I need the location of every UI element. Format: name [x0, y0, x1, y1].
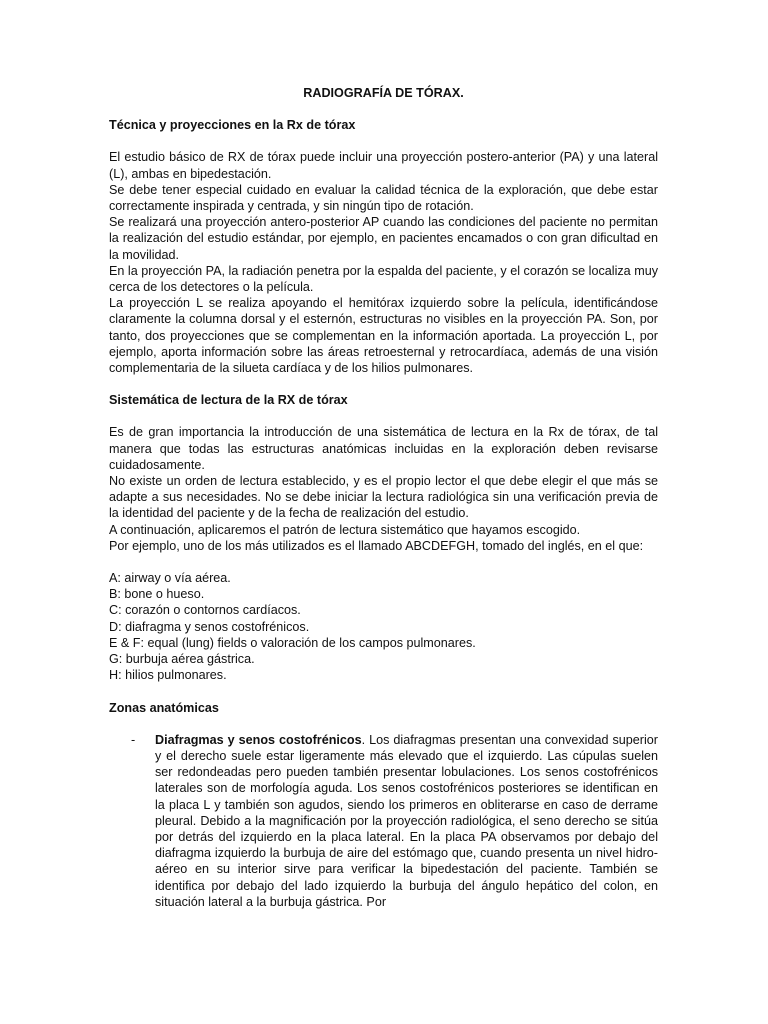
- document-title: RADIOGRAFÍA DE TÓRAX.: [303, 86, 464, 100]
- document-body: [109, 85, 658, 910]
- list-item: B: bone o hueso.: [109, 587, 205, 602]
- paragraph: El estudio básico de RX de tórax puede incluir una proyección postero-anterior (PA) y una lateral (L), ambas en bipedestación.: [109, 150, 658, 181]
- section-heading-tecnica: Técnica y proyecciones en la Rx de tórax: [109, 118, 356, 133]
- paragraph: Se debe tener especial cuidado en evaluar la calidad técnica de la exploración, que debe estar correctamente inspirada y centrada, y sin ningún tipo de rotación.: [109, 182, 658, 214]
- list-item: A: airway o vía aérea.: [109, 571, 231, 586]
- bullet-item-diafragmas: [131, 732, 658, 910]
- bullet-text: [155, 732, 658, 910]
- list-item: G: burbuja aérea gástrica.: [109, 652, 255, 667]
- abcdefgh-list: [109, 570, 658, 683]
- section-heading-zonas: Zonas anatómicas: [109, 700, 219, 715]
- paragraph: La proyección L se realiza apoyando el hemitórax izquierdo sobre la película, identificándose claramente la columna dorsal y el esternón, estructuras no visibles en la proyección PA. Son, por tanto, dos proyecciones que se complementan en la información aportada. La proyección L, por ejemplo, aporta información sobre las áreas retroesternal y retrocardíaca, además de una visión complementaria de la silueta cardíaca y de los hilios pulmonares.: [109, 296, 658, 376]
- list-item: C: corazón o contornos cardíacos.: [109, 603, 301, 618]
- paragraph: Por ejemplo, uno de los más utilizados es el llamado ABCDEFGH, tomado del inglés, en el que:: [109, 538, 644, 553]
- paragraph: Se realizará una proyección antero-posterior AP cuando las condiciones del paciente no permitan la realización del estudio estándar, por ejemplo, en pacientes encamados o con gran dificultad en la movilidad.: [109, 215, 658, 262]
- list-item: D: diafragma y senos costofrénicos.: [109, 619, 310, 634]
- bullet-lead: Diafragmas y senos costofrénicos: [155, 732, 362, 747]
- paragraph: A continuación, aplicaremos el patrón de lectura sistemático que hayamos escogido.: [109, 522, 581, 537]
- bullet-body: . Los diafragmas presentan una convexidad superior y el derecho suele estar ligeramente más elevado que el izquierdo. Las cúpulas suelen ser redondeadas pero pueden también presentar lobulaciones. Los senos costofrénicos laterales son de morfología aguda. Los senos costofrénicos posteriores se identifican en la placa L y también son agudos, siendo los primeros en obliterarse en caso de derrame pleural. Debido a la magnificación por la proyección radiológica, el seno derecho se sitúa por detrás del izquierdo en la placa lateral. En la placa PA observamos por debajo del diafragma izquierdo la burbuja de aire del estómago que, cuando presenta un nivel hidro-aéreo en su interior sirve para verificar la bipedestación del paciente. También se identifica por debajo del lado izquierdo la burbuja del ángulo hepático del colon, en situación lateral a la burbuja gástrica. Por: [155, 732, 658, 909]
- paragraph: En la proyección PA, la radiación penetra por la espalda del paciente, y el corazón se localiza muy cerca de los detectores o la película.: [109, 263, 658, 295]
- list-item: E & F: equal (lung) fields o valoración de los campos pulmonares.: [109, 635, 476, 650]
- bullet-dash: -: [131, 732, 136, 747]
- section-body-tecnica: [109, 149, 658, 376]
- list-item: H: hilios pulmonares.: [109, 668, 227, 683]
- section-heading-sistematica: Sistemática de lectura de la RX de tórax: [109, 393, 348, 408]
- paragraph: Es de gran importancia la introducción de una sistemática de lectura en la Rx de tórax, de tal manera que todas las estructuras anatómicas incluidas en la exploración deben revisarse cuidadosamente.: [109, 425, 658, 472]
- paragraph: No existe un orden de lectura establecido, y es el propio lector el que debe elegir el que más se adapte a sus necesidades. No se debe iniciar la lectura radiológica sin una verificación previa de la identidad del paciente y de la fecha de realización del estudio.: [109, 474, 658, 521]
- section-body-sistematica: [109, 424, 658, 554]
